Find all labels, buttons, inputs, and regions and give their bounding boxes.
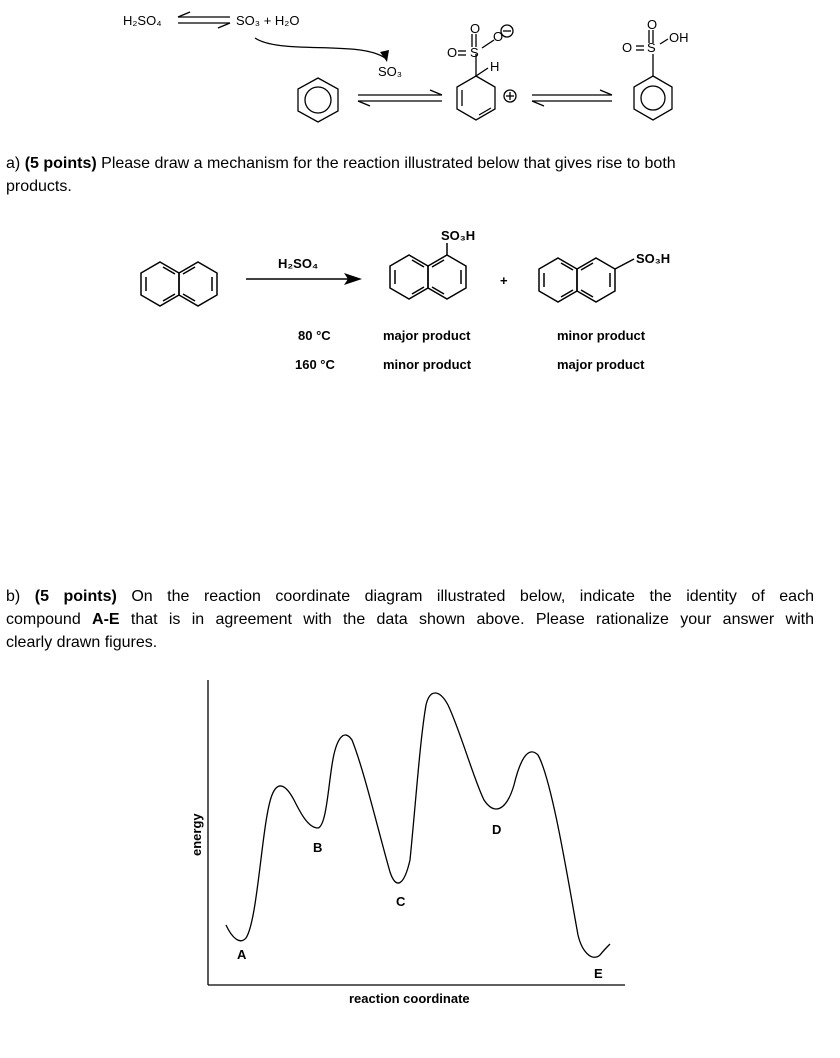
- energy-curve: [226, 693, 610, 957]
- points-label: (5 points): [34, 588, 117, 605]
- sulfur-label: S: [647, 40, 656, 55]
- question-b-line3: clearly drawn figures.: [6, 634, 158, 651]
- temperature-160: 160 °C: [295, 357, 335, 372]
- point-label-c: C: [396, 894, 406, 909]
- x-axis-label: reaction coordinate: [349, 991, 470, 1006]
- reagent-label: H₂SO₄: [278, 256, 319, 271]
- sulfonic-acid-group: SO₃H: [636, 251, 671, 266]
- oxygen-label: O: [470, 21, 481, 36]
- point-label-a: A: [237, 947, 247, 962]
- question-a-line2: products.: [6, 178, 72, 195]
- temperature-80: 80 °C: [298, 328, 331, 343]
- so3-water-label: SO₃ + H₂O: [236, 13, 300, 28]
- product-ratio-label: minor product: [383, 357, 472, 372]
- oxygen-minus-label: O: [493, 29, 504, 44]
- hydrogen-label: H: [490, 59, 500, 74]
- question-text: Please draw a mechanism for the reaction illustrated below that gives rise to both: [101, 155, 676, 172]
- question-text: On the reaction coordinate diagram illustrated below, indicate the identity of each: [131, 588, 814, 605]
- question-label: a): [6, 155, 21, 172]
- oxygen-label: O: [622, 40, 633, 55]
- product-ratio-label: minor product: [557, 328, 646, 343]
- hydroxyl-label: OH: [669, 30, 689, 45]
- point-label-d: D: [492, 822, 502, 837]
- oxygen-label: O: [447, 45, 458, 60]
- y-axis-label: energy: [189, 813, 204, 856]
- product-ratio-label: major product: [557, 357, 645, 372]
- point-label-b: B: [313, 840, 323, 855]
- h2so4-label: H₂SO₄: [123, 13, 162, 28]
- points-label: (5 points): [24, 155, 97, 172]
- question-text: that is in agreement with the data shown above. Please rationalize your answer with: [130, 611, 814, 628]
- product-ratio-label: major product: [383, 328, 471, 343]
- compound-range: A-E: [92, 611, 120, 628]
- oxygen-label: O: [647, 17, 658, 32]
- so3-label: SO₃: [378, 64, 403, 79]
- question-text: compound: [6, 611, 81, 628]
- sulfonic-acid-group: SO₃H: [441, 228, 476, 243]
- plus-sign: +: [500, 273, 508, 288]
- point-label-e: E: [594, 966, 603, 981]
- sulfur-label: S: [470, 45, 479, 60]
- question-label: b): [6, 588, 21, 605]
